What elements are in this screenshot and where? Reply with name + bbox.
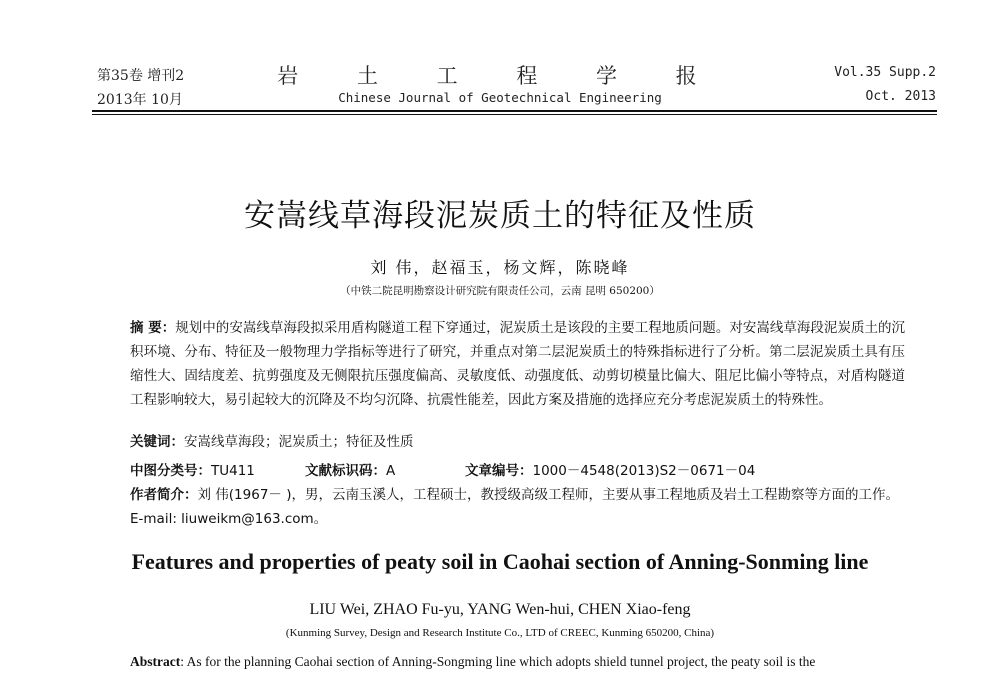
journal-name-en: Chinese Journal of Geotechnical Engineering [338,90,662,105]
publication-date-cn: 2013年 10月 [97,92,183,108]
bio-label: 作者简介： [130,487,198,503]
abstract-en-text: : As for the planning Caohai section of Anning-Songming line which adopts shield tunnel project, the peaty soil is the [180,654,816,669]
abstract-cn-text: 规划中的安嵩线草海段拟采用盾构隧道工程下穿通过，泥炭质土是该段的主要工程地质问题。对安嵩线草海段泥炭质土的沉积环境、分布、特征及一般物理力学指标等进行了研究，并重点对第二层泥炭质土的特殊指标进行了分析。第二层泥炭质土具有压缩性大、固结度差、抗剪强度及无侧限抗压强度偏高、灵敏度低、动强度低、动剪切模量比偏大、阻尼比偏小等特点，对盾构隧道工程影响较大，易引起较大的沉降及不均匀沉降、抗震性能差，因此方案及措施的选择应充分考虑泥炭质土的特殊性。 [130,320,906,408]
bio-text: 刘 伟(1967－ )，男，云南玉溪人，工程硕士，教授级高级工程师，主要从事工程地质及岩土工程勘察等方面的工作。E-mail: liuweikm@163.com。 [130,487,899,527]
clc-value: TU411 [211,463,255,479]
abstract-en-label: Abstract [130,654,181,669]
keywords-text: 安嵩线草海段；泥炭质土；特征及性质 [184,434,414,450]
journal-name-cn: 岩 土 工 程 学 报 [277,64,723,88]
authors-cn: 刘 伟，赵福玉，杨文辉，陈晓峰 [370,258,630,277]
keywords [130,430,414,450]
publication-date-en: Oct. 2013 [865,89,936,104]
keywords-label: 关键词： [130,434,184,450]
clc-label: 中图分类号： [130,463,211,479]
header-rule-thick [92,110,937,112]
affiliation-en: (Kunming Survey, Design and Research Institute Co., LTD of CREEC, Kunming 650200, China) [285,627,715,639]
volume-en: Vol.35 Supp.2 [834,65,936,80]
paper-title-en: Features and properties of peaty soil in Caohai section of Anning-Sonming line [131,549,869,574]
paper-title-cn: 安嵩线草海段泥炭质土的特征及性质 [244,198,756,234]
doc-code-value: A [386,463,396,479]
doc-code-label: 文献标识码： [305,463,386,479]
article-number-value: 1000－4548(2013)S2－0671－04 [532,463,756,479]
abstract-en [130,654,905,670]
abstract-cn [130,316,905,412]
authors-en: LIU Wei, ZHAO Fu-yu, YANG Wen-hui, CHEN Xiao-feng [309,601,691,618]
classification-line [130,459,905,479]
affiliation-cn: （中铁二院昆明勘察设计研究院有限责任公司，云南 昆明 650200） [340,285,660,297]
volume-issue: 第35卷 增刊2 [97,68,185,84]
abstract-cn-label: 摘 要： [130,320,176,336]
article-number-label: 文章编号： [465,463,533,479]
author-bio [130,483,905,531]
header-rule-thin [92,114,937,115]
